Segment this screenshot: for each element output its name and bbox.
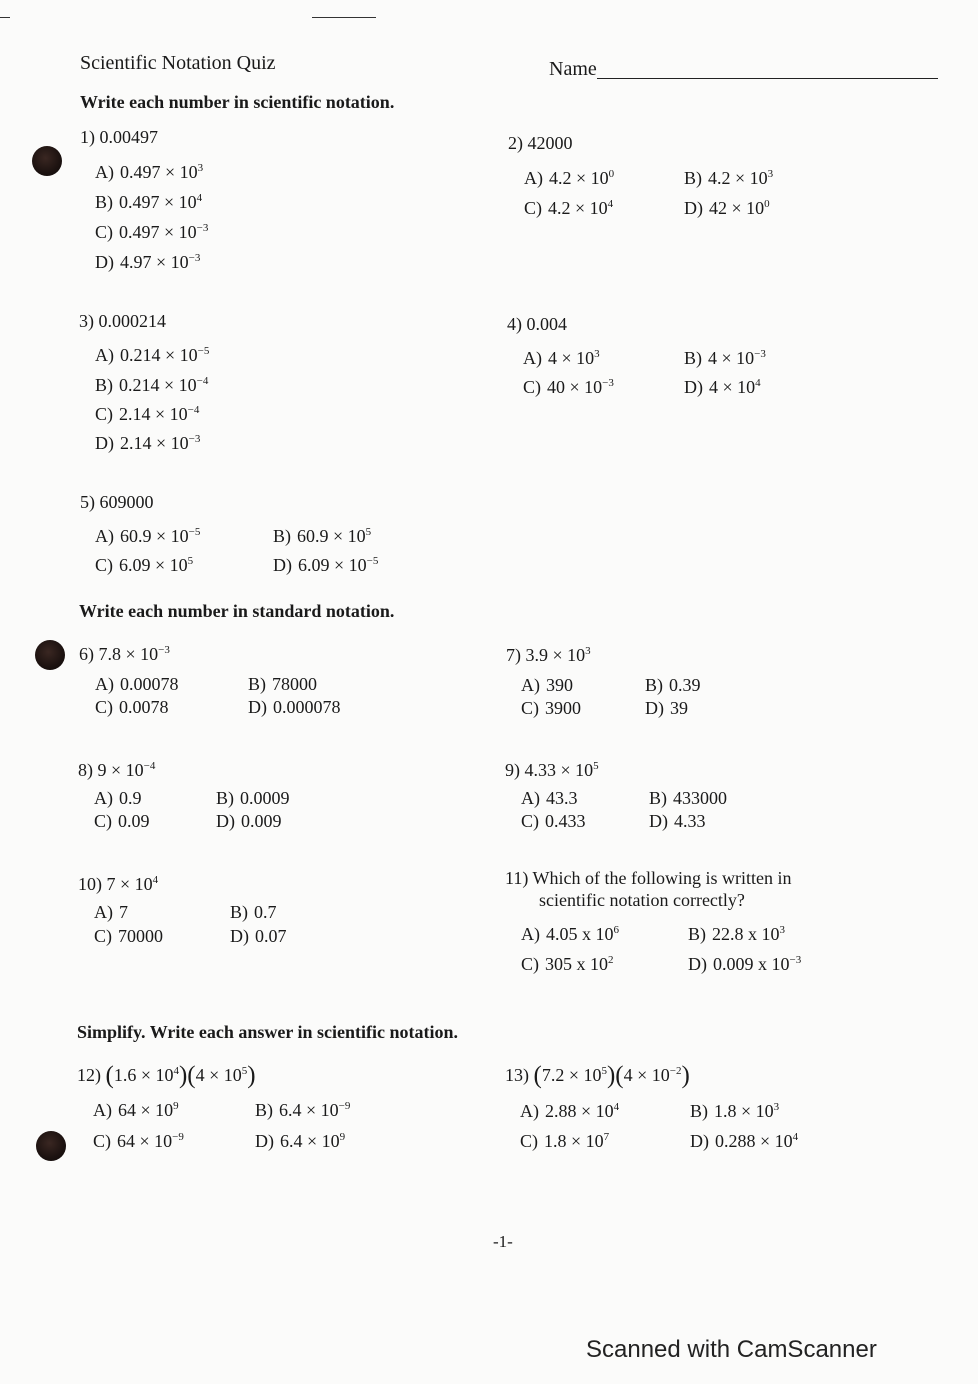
question-13: 13) $(7.2 \times 10^5)(4 \times 10^{-2})$ [505,1062,690,1089]
scan-edge-line [312,17,376,18]
question-4: 4) 0.004 [507,314,567,334]
option-11b[interactable]: B) 22.8 x $10^3$ [688,924,785,944]
option-8a[interactable]: A) 0.9 [94,788,142,808]
answer-bubble [36,1131,66,1161]
answer-bubble [32,146,62,176]
name-label: Name [549,58,597,80]
option-13a[interactable]: A) $2.88 \times 10^4$ [520,1101,620,1121]
name-field[interactable] [597,78,938,79]
question-11: 11) Which of the following is written in [505,868,792,888]
section-instruction: Write each number in standard notation. [79,601,395,621]
option-5a[interactable]: A) $60.9 \times 10^{-5}$ [95,526,201,546]
option-1d[interactable]: D) $4.97 \times 10^{-3}$ [95,252,201,272]
option-8d[interactable]: D) 0.009 [216,811,282,831]
section-instruction: Simplify. Write each answer in scientific notation. [77,1022,458,1042]
option-9c[interactable]: C) 0.433 [521,811,586,831]
option-7b[interactable]: B) 0.39 [645,675,701,695]
option-7a[interactable]: A) 390 [521,675,573,695]
option-5b[interactable]: B) $60.9 \times 10^5$ [273,526,372,546]
option-11c[interactable]: C) 305 x $10^2$ [521,954,614,974]
question-8: 8) $9 \times 10^{-4}$ [78,760,156,780]
section-instruction: Write each number in scientific notation. [80,92,395,112]
option-10a[interactable]: A) 7 [94,902,128,922]
question-1: 1) 0.00497 [80,127,158,147]
option-6d[interactable]: D) 0.000078 [248,697,341,717]
option-3c[interactable]: C) $2.14 \times 10^{-4}$ [95,404,200,424]
option-9b[interactable]: B) 433000 [649,788,727,808]
question-12: 12) $(1.6 \times 10^4)(4 \times 10^5)$ [77,1062,256,1089]
option-4b[interactable]: B) $4 \times 10^{-3}$ [684,348,766,368]
option-6a[interactable]: A) 0.00078 [95,674,179,694]
option-2b[interactable]: B) $4.2 \times 10^3$ [684,168,774,188]
option-11a[interactable]: A) 4.05 x $10^6$ [521,924,619,944]
option-4d[interactable]: D) $4 \times 10^4$ [684,377,761,397]
option-2d[interactable]: D) $42 \times 10^0$ [684,198,770,218]
option-6b[interactable]: B) 78000 [248,674,317,694]
question-10: 10) $7 \times 10^4$ [78,874,159,894]
option-13b[interactable]: B) $1.8 \times 10^3$ [690,1101,780,1121]
option-5c[interactable]: C) $6.09 \times 10^5$ [95,555,194,575]
question-6: 6) $7.8 \times 10^{-3}$ [79,644,170,664]
question-5: 5) 609000 [80,492,154,512]
option-8c[interactable]: C) 0.09 [94,811,150,831]
option-7d[interactable]: D) 39 [645,698,688,718]
page-number: -1- [493,1232,513,1251]
option-11d[interactable]: D) 0.009 x $10^{-3}$ [688,954,802,974]
scan-edge-line [0,17,10,18]
option-12a[interactable]: A) $64 \times 10^9$ [93,1100,179,1120]
question-3: 3) 0.000214 [79,311,166,331]
option-1a[interactable]: A) $0.497 \times 10^3$ [95,162,204,182]
question-2: 2) 42000 [508,133,573,153]
question-9: 9) $4.33 \times 10^5$ [505,760,599,780]
option-1b[interactable]: B) $0.497 \times 10^4$ [95,192,203,212]
answer-bubble [35,640,65,670]
option-9d[interactable]: D) 4.33 [649,811,706,831]
option-4c[interactable]: C) $40 \times 10^{-3}$ [523,377,614,397]
option-12b[interactable]: B) $6.4 \times 10^{-9}$ [255,1100,351,1120]
option-3d[interactable]: D) $2.14 \times 10^{-3}$ [95,433,201,453]
option-10c[interactable]: C) 70000 [94,926,163,946]
option-3a[interactable]: A) $0.214 \times 10^{-5}$ [95,345,210,365]
option-5d[interactable]: D) $6.09 \times 10^{-5}$ [273,555,379,575]
option-13d[interactable]: D) $0.288 \times 10^4$ [690,1131,799,1151]
option-3b[interactable]: B) $0.214 \times 10^{-4}$ [95,375,209,395]
quiz-title: Scientific Notation Quiz [80,52,276,74]
option-12d[interactable]: D) $6.4 \times 10^9$ [255,1131,346,1151]
option-7c[interactable]: C) 3900 [521,698,581,718]
option-10b[interactable]: B) 0.7 [230,902,277,922]
option-9a[interactable]: A) 43.3 [521,788,578,808]
option-1c[interactable]: C) $0.497 \times 10^{-3}$ [95,222,209,242]
option-8b[interactable]: B) 0.0009 [216,788,290,808]
scanner-watermark: Scanned with CamScanner [586,1336,877,1363]
option-4a[interactable]: A) $4 \times 10^3$ [523,348,600,368]
option-13c[interactable]: C) $1.8 \times 10^7$ [520,1131,610,1151]
option-10d[interactable]: D) 0.07 [230,926,287,946]
option-12c[interactable]: C) $64 \times 10^{-9}$ [93,1131,184,1151]
option-2c[interactable]: C) $4.2 \times 10^4$ [524,198,614,218]
option-6c[interactable]: C) 0.0078 [95,697,169,717]
question-11-line2: scientific notation correctly? [539,890,745,910]
option-2a[interactable]: A) $4.2 \times 10^0$ [524,168,615,188]
question-7: 7) $3.9 \times 10^3$ [506,645,591,665]
